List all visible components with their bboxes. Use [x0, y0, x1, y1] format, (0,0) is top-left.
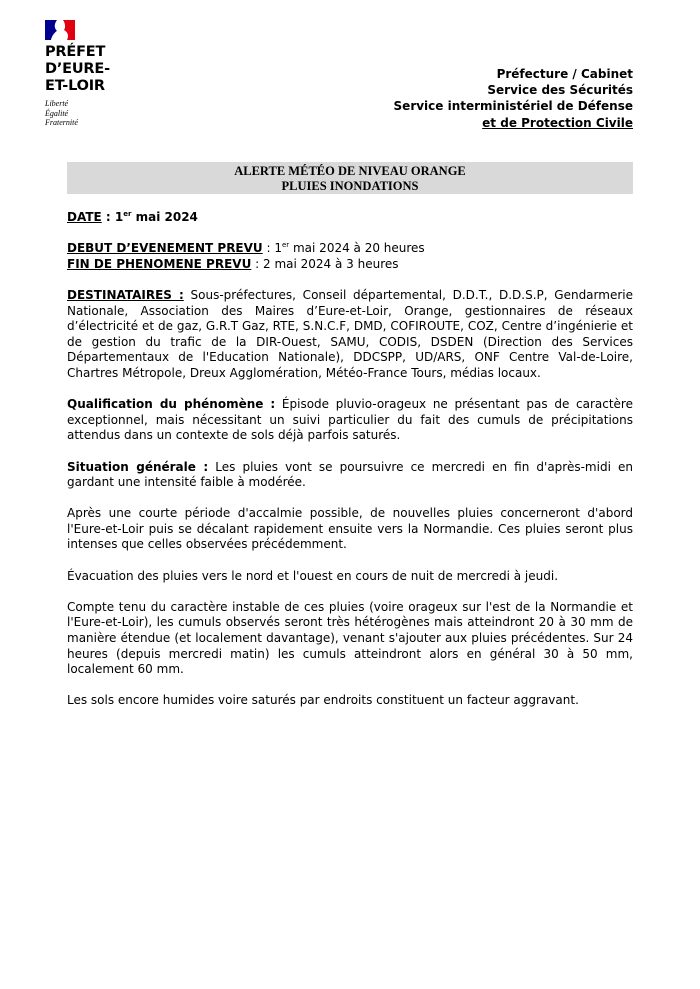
alert-title: ALERTE MÉTÉO DE NIVEAU ORANGE [234, 164, 466, 178]
debut-separator: : [262, 241, 275, 256]
prefet-wordmark [45, 44, 145, 95]
qualification-paragraph [67, 397, 633, 444]
alert-title-box [67, 162, 633, 194]
date-sup: er [123, 210, 132, 218]
date-line [67, 210, 633, 226]
debut-line [67, 241, 633, 257]
qualification-text: Épisode pluvio-orageux ne présentant pas de caractère exceptionnel, mais nécessitant un suivi particulier du fait des cumuls de précipitations attendus dans un contexte de sols déjà parfois saturés. [67, 397, 633, 443]
destinataires-text: Sous-préfectures, Conseil départemental, D.D.T., D.D.S.P, Gendarmerie Nationale, Association des Maires d’Eure-et-Loir, Orange, gestionnaires de réseaux d’électricité et de gaz, G.R.T Gaz, RTE, S.N.C.F, DMD, COFIROUTE, COZ, Centre d’ingénierie et de gestion du trafic de la DIR-Ouest, SAMU, CODIS, DSDEN (Direction des Services Départementaux de l'Education Nationale), DDCSPP, UD/ARS, ONF Centre Val-de-Loire, Chartres Métropole, Dreux Agglomération, Météo-France Tours, médias locaux. [67, 287, 633, 380]
debut-sup: er [281, 241, 290, 250]
prefet-line: ET-LOIR [45, 78, 105, 94]
devise [45, 99, 145, 128]
fin-line [67, 257, 633, 273]
body-paragraph: Évacuation des pluies vers le nord et l'ouest en cours de nuit de mercredi à jeudi. [67, 568, 559, 583]
destinataires-paragraph [67, 288, 633, 382]
situation-paragraph [67, 460, 633, 491]
service-header [394, 66, 633, 131]
devise-fraternite: Fraternité [45, 118, 78, 127]
date-separator: : [101, 210, 115, 224]
fin-value: : 2 mai 2024 à 3 heures [251, 256, 399, 271]
date-label: DATE [67, 210, 102, 224]
service-line-4: et de Protection Civile [482, 115, 633, 130]
situation-text: Les pluies vont se poursuivre ce mercredi en fin d'après-midi en gardant une intensité faible à modérée. [67, 459, 633, 490]
date-value: mai 2024 [131, 210, 198, 224]
situation-label: Situation générale : [67, 459, 209, 474]
devise-liberte: Liberté [45, 99, 69, 108]
service-line-3: Service interministériel de Défense [393, 99, 633, 114]
prefecture-logo [45, 20, 145, 128]
document-body [67, 210, 633, 709]
prefet-line: PRÉFET [45, 44, 106, 60]
body-paragraph: Après une courte période d'accalmie possible, de nouvelles pluies concerneront d'abord l'Eure-et-Loir puis se décalant rapidement ensuite vers la Normandie. Ces pluies seront plus intenses que celles observées précédemment. [67, 506, 633, 552]
body-paragraph: Compte tenu du caractère instable de ces pluies (voire orageux sur l'est de la Normandie et l'Eure-et-Loir), les cumuls observés seront très hétérogènes mais atteindront 20 à 30 mm de manière étendue (et localement davantage), venant s'ajouter aux pluies précédentes. Sur 24 heures (depuis mercredi matin) les cumuls atteindront alors en général 30 à 50 mm, localement 60 mm. [67, 599, 633, 677]
alert-subtitle: PLUIES INONDATIONS [281, 179, 419, 193]
devise-egalite: Égalité [45, 108, 69, 118]
fin-label: FIN DE PHENOMENE PREVU [67, 256, 252, 271]
qualification-label: Qualification du phénomène : [67, 397, 276, 412]
debut-label: DEBUT D’EVENEMENT PREVU [67, 241, 263, 256]
debut-day: 1 [274, 241, 282, 256]
service-line-1: Préfecture / Cabinet [496, 67, 633, 81]
body-paragraph: Les sols encore humides voire saturés par endroits constituent un facteur aggravant. [67, 693, 579, 708]
date-day: 1 [114, 210, 124, 224]
destinataires-label: DESTINATAIRES : [67, 287, 184, 302]
debut-value: mai 2024 à 20 heures [289, 241, 425, 256]
service-line-2: Service des Sécurités [487, 83, 633, 98]
marianne-icon [45, 20, 75, 40]
prefet-line: D’EURE- [45, 61, 110, 77]
